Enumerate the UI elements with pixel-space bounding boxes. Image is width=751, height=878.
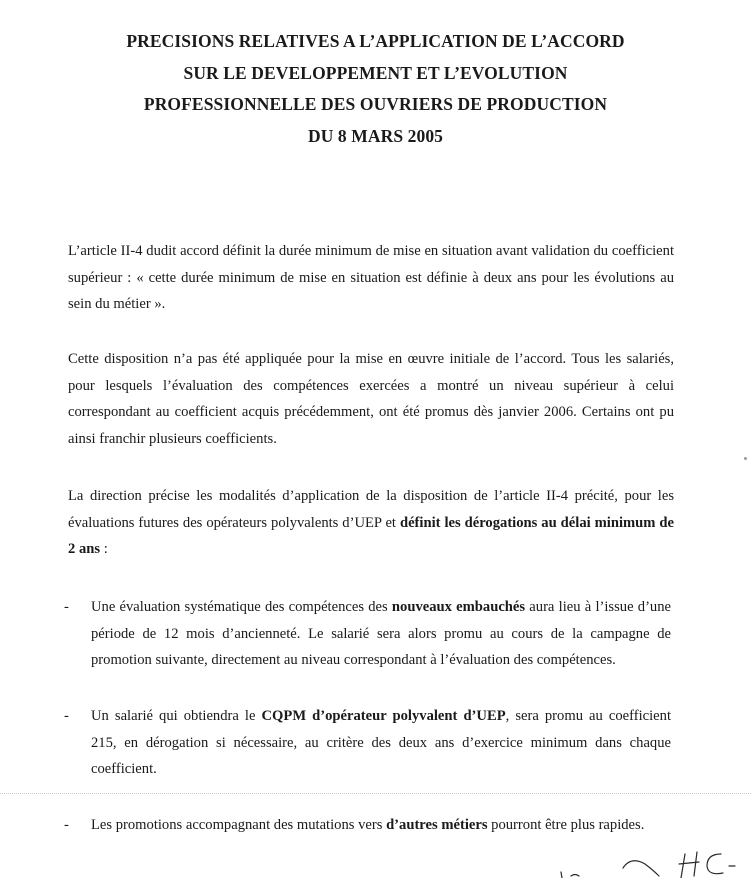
bullet-text (91, 594, 671, 674)
bullet-text-before: Les promotions accompagnant des mutations vers (91, 817, 387, 833)
paragraph-article-ii-4: L’article II-4 dudit accord définit la durée minimum de mise en situation avant validation du coefficient supérieur : « cette durée minimum de mise en situation est définie à deux ans pour les évolutions au sein du métier ». (68, 243, 674, 312)
paragraph-derogations-intro (68, 483, 674, 563)
title-line-3: PROFESSIONNELLE DES OUVRIERS DE PRODUCTION (143, 94, 608, 114)
title-line-4: DU 8 MARS 2005 (307, 125, 444, 146)
bullet-text-before: Un salarié qui obtiendra le (91, 708, 262, 724)
bullet-text-after: , sera promu au coefficient 215, en dérogation si nécessaire, au critère des deux ans d’exercice minimum dans chaque coefficient. (91, 708, 672, 777)
bullet-text (91, 812, 671, 839)
paragraph-derogations-end: : (100, 541, 108, 557)
title-line-1: PRECISIONS RELATIVES A L’APPLICATION DE L’ACCORD (126, 31, 625, 51)
bullet-marker: - (64, 708, 69, 724)
bullet-text-bold: nouveaux embauchés (391, 599, 526, 615)
document-title (0, 26, 751, 152)
bullet-text-bold: CQPM d’opérateur polyvalent d’UEP (261, 708, 506, 724)
scan-artifact-line (0, 793, 751, 794)
bullet-text-after: pourront être plus rapides. (487, 817, 645, 833)
bullet-text-bold: d’autres métiers (386, 817, 488, 833)
handwritten-initials-signature (553, 846, 743, 878)
bullet-marker: - (64, 817, 69, 833)
bullet-text-after: aura lieu à l’issue d’une période de 12 mois d’ancienneté. Le salarié sera alors promu au cours de la campagne de promotion suivante, directement au niveau correspondant à l’évaluation des compétences. (91, 599, 672, 668)
paragraph-initial-implementation: Cette disposition n’a pas été appliquée pour la mise en œuvre initiale de l’accord. Tous les salariés, pour lesquels l’évaluation des compétences exercées a montré un niveau supérieur à celui correspondant au coefficient acquis précédemment, ont été promus dès janvier 2006. Certains ont pu ainsi franchir plusieurs coefficients. (68, 351, 674, 447)
bullet-text (91, 703, 671, 783)
scan-artifact-dot (744, 457, 747, 460)
bullet-text-before: Une évaluation systématique des compétences des (91, 599, 392, 615)
title-line-2: SUR LE DEVELOPPEMENT ET L’EVOLUTION (183, 62, 568, 83)
paragraph-derogations-text: La direction précise les modalités d’application de la disposition de l’article II-4 précité, pour les évaluations futures des opérateurs polyvalents d’UEP et (68, 488, 674, 531)
paragraph-derogations-bold: définit les dérogations au délai minimum de 2 ans (68, 514, 674, 557)
bullet-marker: - (64, 599, 69, 615)
